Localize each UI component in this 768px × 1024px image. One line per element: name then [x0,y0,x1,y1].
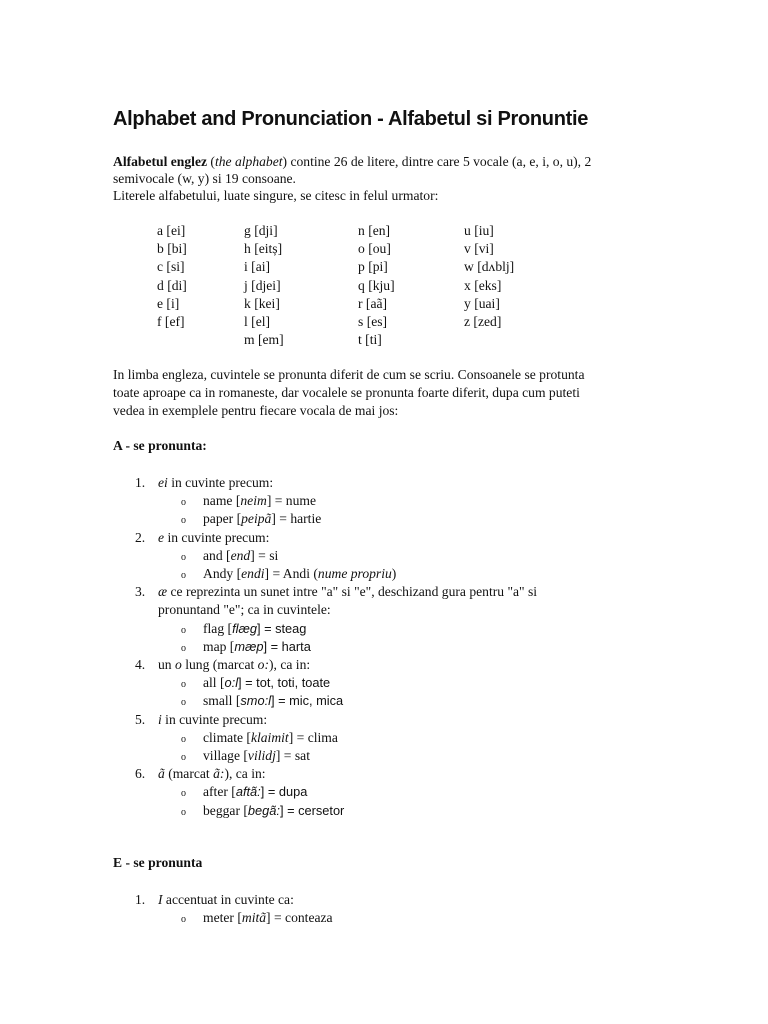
example-pronunciation: smo:l [240,693,271,709]
alphabet-letter: h [eitș] [244,241,283,257]
example-pronunciation: end [230,547,251,563]
alphabet-letter: l [el] [244,314,271,330]
example-text [203,565,396,583]
example-meaning: ] = mic, mica [270,693,344,709]
item-sound: i [158,711,162,727]
example-meaning: ] = Andi ( [264,566,318,581]
example-text [203,783,307,801]
alphabet-letter: q [kju] [358,277,395,293]
example-word: and [ [203,547,231,563]
item-sound: o [175,657,182,672]
bullet-icon: o [181,551,186,563]
example-text [203,638,311,656]
alphabet-letter: c [si] [157,259,185,275]
alphabet-letter: f [ef] [157,314,185,330]
alphabet-column-4 [464,222,514,331]
example-text [203,692,343,710]
example-meaning: ] = dupa [260,784,308,800]
alphabet-letter: e [i] [157,295,180,311]
example-meaning: ] = harta [263,638,311,654]
item-sound-mark: o: [257,657,269,672]
bullet-icon: o [181,733,186,745]
list-item-text [158,711,267,729]
example-word: beggar [ [203,802,248,818]
item-sound-mark: ã: [213,766,225,782]
bullet-icon: o [181,788,186,800]
item-text: (marcat [164,766,214,782]
item-text: in cuvinte precum: [164,529,270,545]
bullet-icon: o [181,914,186,926]
example-text [203,547,278,565]
example-pronunciation: o:l [224,675,239,691]
alphabet-letter: i [ai] [244,259,271,275]
alphabet-letter: s [es] [358,314,388,330]
bullet-icon: o [181,806,186,818]
item-sound: ã [158,766,165,782]
example-word: flag [ [203,620,233,636]
intro-bold-term: Alfabetul englez [113,154,208,169]
list-number: 3. [135,584,146,600]
bullet-icon: o [181,642,186,654]
item-text-end: ), ca in: [224,766,266,782]
item-sound: e [158,529,165,545]
example-meaning: ] = tot, toti, toate [238,675,331,691]
alphabet-letter: d [di] [157,277,187,293]
item-text: lung (marcat [181,657,258,672]
example-meaning: ] = conteaza [266,910,333,926]
bullet-icon: o [181,497,186,509]
example-text [203,729,338,747]
example-note-end: ) [391,566,397,581]
example-pronunciation: vilidj [247,748,276,763]
example-meaning: ] = steag [256,620,307,636]
list-number: 1. [135,475,146,490]
alphabet-letter: m [em] [244,332,284,348]
item-prefix: un [158,657,175,672]
paragraph-line-1: In limba engleza, cuvintele se pronunta diferit de cum se scriu. Consoanele se protunta [113,367,585,382]
list-item-text [158,474,273,492]
bullet-icon: o [181,570,186,581]
list-item-text [158,656,310,674]
item-sound: ei [158,475,168,490]
example-word: Andy [ [203,566,242,581]
example-word: all [ [203,675,225,691]
intro-line-1: Alfabetul englez (the alphabet) contine 26 de litere, dintre care 5 vocale (a, e, i, o, u), 2 [113,154,592,169]
alphabet-letter: n [en] [358,223,391,238]
item-sound: I [158,892,163,907]
example-text [203,747,310,765]
example-pronunciation: klaimit [250,729,289,745]
example-word: map [ [203,638,235,654]
bullet-icon: o [181,752,186,763]
example-meaning: ] = nume [266,493,317,509]
alphabet-column-3 [358,222,395,349]
example-pronunciation: endi [241,566,265,581]
example-pronunciation: flæg [232,620,257,636]
alphabet-letter: t [ti] [358,332,382,348]
list-item-continuation: pronuntand "e"; ca in cuvintele: [158,602,331,618]
item-text: in cuvinte precum: [167,475,274,490]
example-word: small [ [203,693,241,709]
example-meaning: ] = clima [288,729,338,745]
list-number: 2. [135,529,146,545]
alphabet-column-1 [157,222,187,331]
example-text [203,620,306,638]
alphabet-letter: b [bi] [157,241,187,257]
example-pronunciation: mæp [234,638,264,654]
paragraph-line-3: vedea in exemplele pentru fiecare vocala de mai jos: [113,403,399,418]
example-meaning: ] = hartie [271,511,322,527]
example-text [203,492,316,510]
example-word: village [ [203,748,248,763]
list-item-text [158,765,266,783]
example-meaning: ] = cersetor [279,802,345,818]
example-word: after [ [203,784,236,800]
alphabet-letter: w [dʌblj] [464,259,515,275]
example-word: meter [ [203,910,242,926]
section-a-heading: A - se pronunta: [113,438,207,453]
list-number: 5. [135,711,146,727]
bullet-icon: o [181,679,186,691]
alphabet-letter: o [ou] [358,241,391,257]
intro-line-2: semivocale (w, y) si 19 consoane. [113,171,296,186]
bullet-icon: o [181,697,186,709]
item-text: in cuvinte precum: [161,711,268,727]
bullet-icon: o [181,624,186,636]
intro-italic-term: the alphabet [214,154,283,169]
example-word: name [ [203,493,241,509]
list-number: 1. [135,892,146,907]
paragraph-line-2: toate aproape ca in romaneste, dar vocalele se pronunta foarte diferit, dupa cum puteti [113,385,580,400]
item-text: accentuat in cuvinte ca: [162,892,294,907]
alphabet-letter: k [kei] [244,295,280,311]
example-pronunciation: neim [240,493,267,509]
alphabet-letter: r [aã] [358,295,388,311]
alphabet-letter: p [pi] [358,259,388,275]
list-item-text [158,583,537,601]
alphabet-letter: u [iu] [464,223,494,238]
alphabet-letter: x [eks] [464,277,502,293]
example-note: nume propriu [317,566,392,581]
alphabet-letter: y [uai] [464,295,500,311]
example-text [203,510,321,528]
list-number: 6. [135,766,146,782]
item-text-end: ), ca in: [269,657,311,672]
bullet-icon: o [181,515,186,527]
intro-line-3: Literele alfabetului, luate singure, se citesc in felul urmator: [113,188,439,203]
example-word: paper [ [203,511,242,527]
example-text [203,909,333,927]
alphabet-letter: a [ei] [157,223,186,238]
item-sound: æ [158,584,168,600]
page-title: Alphabet and Pronunciation - Alfabetul si Pronuntie [113,108,589,130]
example-word: climate [ [203,729,251,745]
list-item-text [158,529,269,547]
example-meaning: ] = sat [275,748,310,763]
section-e-heading: E - se pronunta [113,855,203,870]
example-pronunciation: mitã [241,910,267,926]
alphabet-letter: g [dji] [244,223,278,238]
alphabet-letter: z [zed] [464,314,502,330]
example-pronunciation: aftã: [235,784,261,800]
alphabet-letter: j [djei] [244,277,281,293]
list-item-text [158,891,294,909]
example-meaning: ] = si [250,547,279,563]
example-pronunciation: peipã [241,511,272,527]
example-text [203,674,330,692]
alphabet-column-2 [244,222,284,349]
example-text [203,802,344,820]
example-pronunciation: begã: [247,802,280,818]
item-text: ce reprezinta un sunet intre "a" si "e", deschizand gura pentru "a" si [167,584,538,600]
list-number: 4. [135,657,146,672]
alphabet-letter: v [vi] [464,241,494,257]
